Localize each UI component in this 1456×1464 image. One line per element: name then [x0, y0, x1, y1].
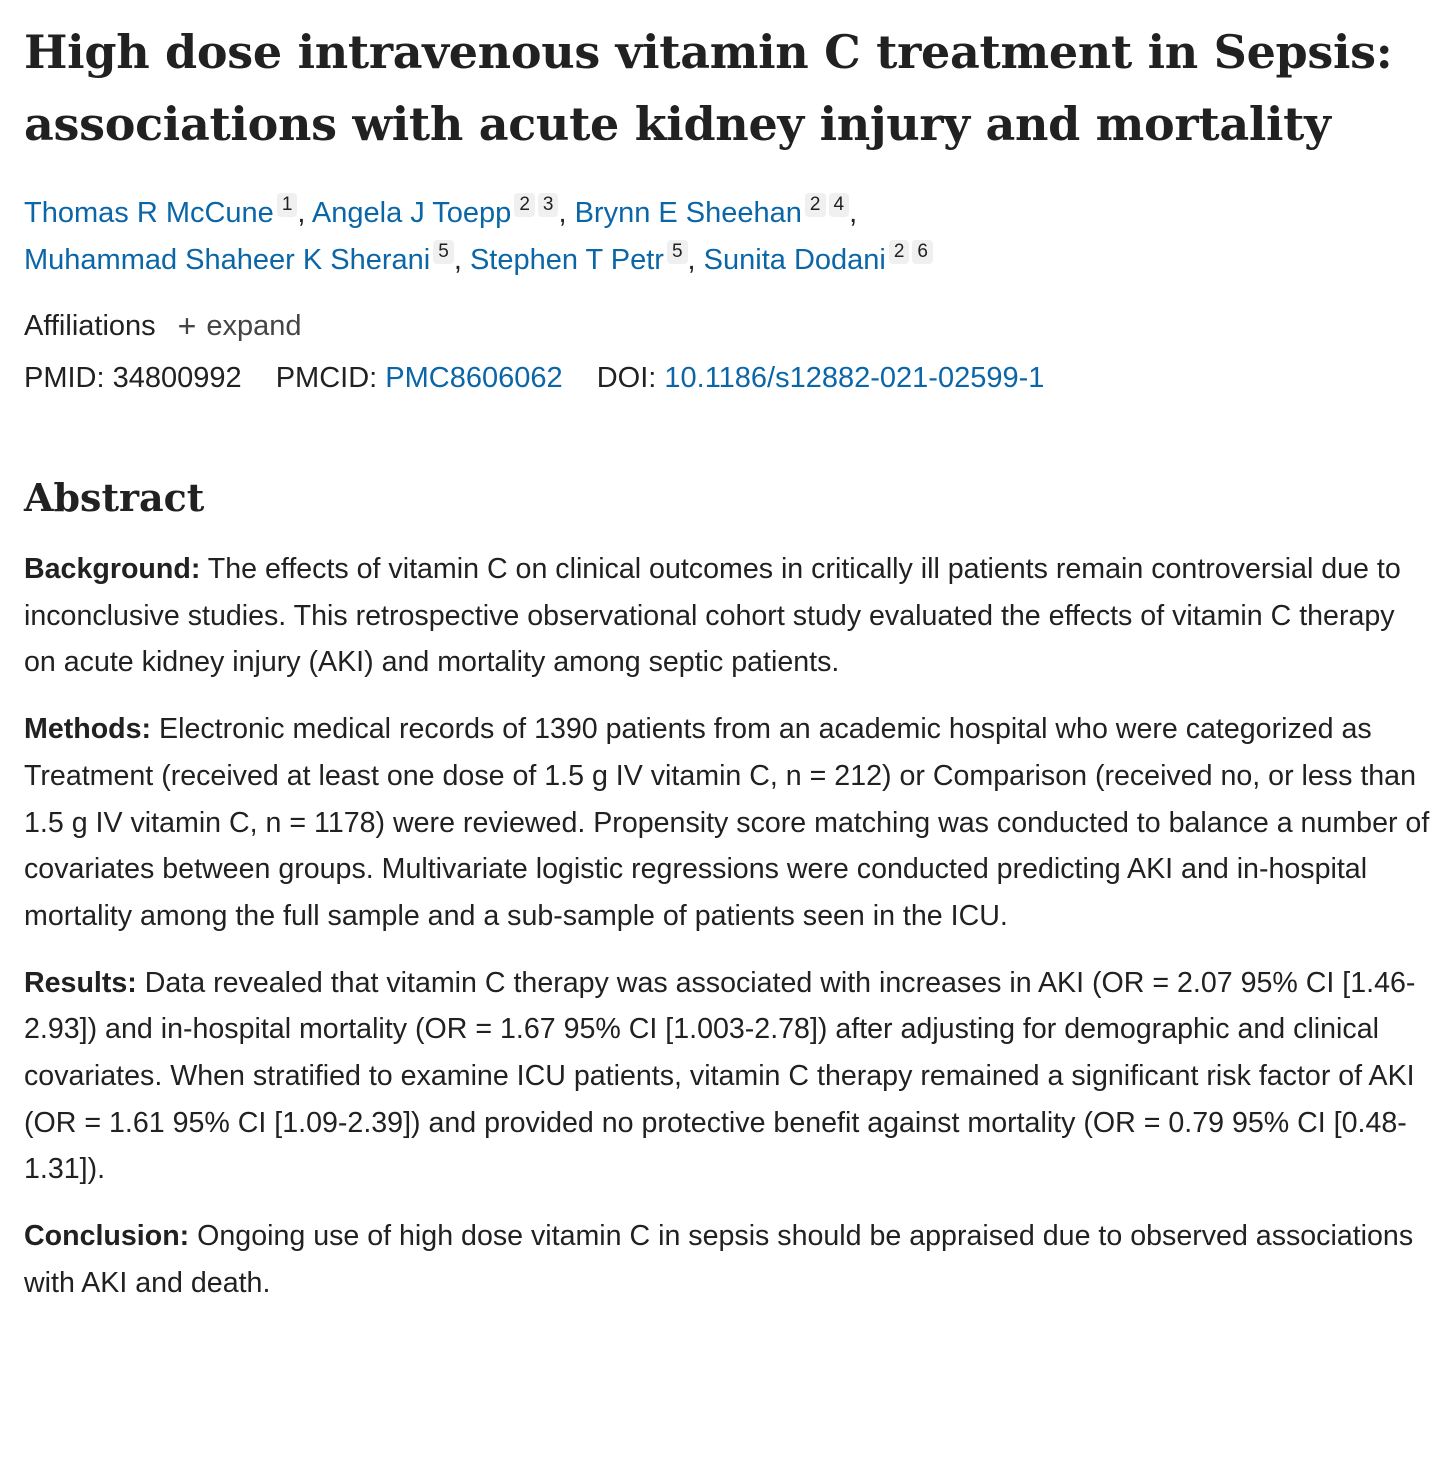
pmcid-label: PMCID:	[275, 362, 378, 394]
results-label: Results:	[24, 966, 137, 999]
background-label: Background:	[24, 553, 201, 585]
author-separator: ,	[687, 244, 704, 276]
doi-group	[597, 362, 1045, 394]
pmcid-group	[276, 362, 563, 394]
plus-icon: +	[177, 308, 197, 344]
affiliation-number[interactable]: 6	[912, 240, 933, 264]
identifiers-row	[24, 360, 1432, 396]
author-link[interactable]: Muhammad Shaheer K Sherani	[24, 244, 431, 276]
author-item	[703, 241, 933, 276]
conclusion-label: Conclusion:	[24, 1220, 190, 1253]
author-separator: ,	[453, 244, 470, 276]
author-list	[24, 190, 1432, 284]
affiliations-expand-button[interactable]	[178, 308, 302, 344]
doi-label: DOI:	[596, 362, 657, 394]
affiliation-number[interactable]: 3	[538, 193, 559, 217]
affiliations-row	[24, 308, 1432, 344]
affiliation-number[interactable]: 2	[805, 193, 826, 217]
pmid-group	[24, 362, 242, 394]
background-text: The effects of vitamin C on clinical outcomes in critically ill patients remain controversial due to inconclusive studies. This retrospective observational cohort study evaluated the effects of vitamin C therapy on acute kidney injury (AKI) and mortality among septic patients.	[24, 553, 1401, 679]
affiliations-label: Affiliations	[24, 310, 156, 342]
author-item	[24, 241, 454, 276]
pmcid-link[interactable]: PMC8606062	[385, 362, 563, 394]
affiliation-number[interactable]: 5	[433, 240, 454, 264]
conclusion-text: Ongoing use of high dose vitamin C in sepsis should be appraised due to observed associations with AKI and death.	[24, 1220, 1414, 1299]
author-separator: ,	[297, 197, 312, 229]
article-title: High dose intravenous vitamin C treatment in Sepsis: associations with acute kidney injury and mortality	[24, 25, 1393, 151]
affiliation-number[interactable]: 2	[514, 193, 535, 217]
affiliation-number[interactable]: 2	[889, 240, 910, 264]
author-item	[469, 241, 688, 276]
author-separator: ,	[849, 197, 858, 229]
author-item	[24, 194, 297, 229]
abstract-conclusion	[24, 1213, 1432, 1306]
author-link[interactable]: Stephen T Petr	[469, 244, 664, 276]
methods-text: Electronic medical records of 1390 patients from an academic hospital who were categorized as Treatment (received at least one dose of 1.5 g IV vitamin C, n = 212) or Comparison (received no, or less than 1.5 g IV vitamin C, n = 1178) were reviewed. Propensity score matching was conducted to balance a number of covariates between groups. Multivariate logistic regressions were conducted predicting AKI and in-hospital mortality among the full sample and a sub-sample of patients seen in the ICU.	[24, 713, 1430, 932]
abstract-heading: Abstract	[24, 475, 205, 520]
author-link[interactable]: Angela J Toepp	[311, 197, 512, 229]
abstract-results	[24, 960, 1432, 1194]
author-item	[574, 194, 849, 229]
author-link[interactable]: Thomas R McCune	[24, 197, 274, 229]
author-item	[311, 194, 559, 229]
methods-label: Methods:	[24, 713, 152, 746]
author-link[interactable]: Brynn E Sheehan	[574, 197, 802, 229]
results-text: Data revealed that vitamin C therapy was associated with increases in AKI (OR = 2.07 95% CI [1.46-2.93]) and in-hospital mortality (OR = 1.67 95% CI [1.003-2.78]) after adjusting for demographic and clinical covariates. When stratified to examine ICU patients, vitamin C therapy remained a significant risk factor of AKI (OR = 1.61 95% CI [1.09-2.39]) and provided no protective benefit against mortality (OR = 0.79 95% CI [0.48-1.31]).	[24, 966, 1416, 1186]
pmid-value: 34800992	[112, 362, 242, 394]
affiliation-number[interactable]: 1	[277, 193, 298, 217]
pmid-label: PMID:	[24, 362, 105, 394]
affiliation-number[interactable]: 5	[667, 240, 688, 264]
abstract-methods	[24, 706, 1432, 940]
expand-label: expand	[206, 310, 302, 342]
affiliation-number[interactable]: 4	[829, 193, 850, 217]
doi-link[interactable]: 10.1186/s12882-021-02599-1	[664, 362, 1045, 394]
abstract-background	[24, 546, 1432, 686]
author-separator: ,	[558, 197, 575, 229]
author-link[interactable]: Sunita Dodani	[703, 244, 886, 276]
